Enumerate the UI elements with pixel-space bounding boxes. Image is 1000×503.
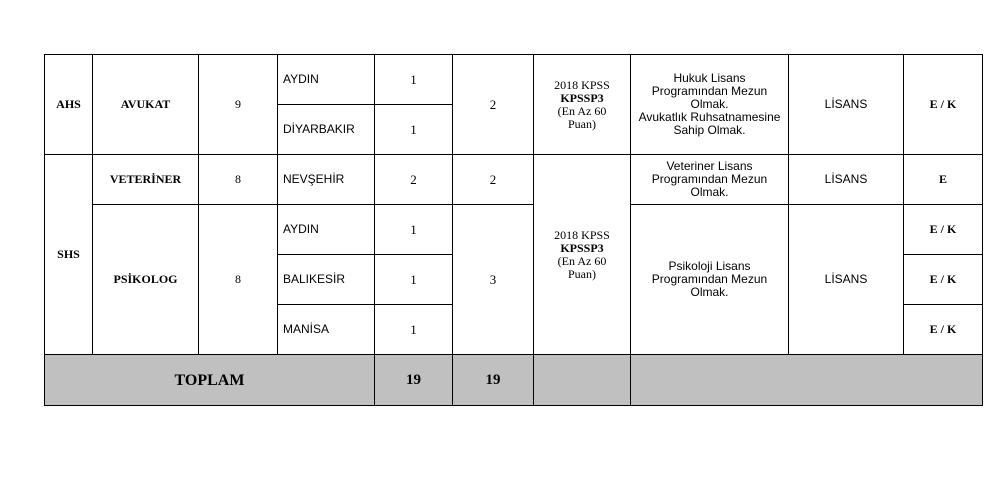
total-cell: 2 [453, 55, 534, 155]
kpss-cell [534, 155, 631, 355]
city-cell: AYDIN [278, 205, 375, 255]
kpss-year: 2018 KPSS [554, 227, 610, 242]
group-cell: SHS [45, 155, 93, 355]
city-cell: MANİSA [278, 305, 375, 355]
kpss-min: (En Az 60 [557, 253, 607, 268]
empty-cell [631, 355, 983, 406]
title-cell: AVUKAT [93, 55, 199, 155]
total-count: 19 [375, 355, 453, 406]
education-cell: LİSANS [789, 55, 904, 155]
qualification-line: Avukatlık Ruhsatnamesine [638, 110, 781, 124]
table-row [45, 55, 983, 105]
education-cell: LİSANS [789, 155, 904, 205]
group-cell: AHS [45, 55, 93, 155]
grade-cell: 8 [199, 155, 278, 205]
count-cell: 1 [375, 105, 453, 155]
qualification-cell [631, 205, 789, 355]
count-cell: 2 [375, 155, 453, 205]
city-cell: NEVŞEHİR [278, 155, 375, 205]
gender-cell: E / K [904, 305, 983, 355]
gender-cell: E [904, 155, 983, 205]
count-cell: 1 [375, 205, 453, 255]
qualification-line: Olmak. [690, 185, 729, 199]
title-cell: PSİKOLOG [93, 205, 199, 355]
kpss-type: KPSSP3 [560, 240, 604, 255]
city-cell: AYDIN [278, 55, 375, 105]
count-cell: 1 [375, 305, 453, 355]
total-cell: 2 [453, 155, 534, 205]
qualification-line: Olmak. [690, 285, 729, 299]
position-table [44, 54, 983, 406]
kpss-unit: Puan) [568, 266, 596, 281]
table-row [45, 205, 983, 255]
total-cell: 3 [453, 205, 534, 355]
qualification-line: Programından Mezun [651, 172, 768, 186]
grade-cell: 8 [199, 205, 278, 355]
title-cell: VETERİNER [93, 155, 199, 205]
kpss-unit: Puan) [568, 116, 596, 131]
grade-cell: 9 [199, 55, 278, 155]
qualification-line: Sahip Olmak. [673, 123, 746, 137]
qualification-line: Veteriner Lisans [666, 159, 753, 173]
kpss-type: KPSSP3 [560, 90, 604, 105]
qualification-line: Hukuk Lisans [673, 71, 746, 85]
qualification-line: Psikoloji Lisans [668, 259, 751, 273]
qualification-line: Olmak. [690, 97, 729, 111]
city-cell: DİYARBAKIR [278, 105, 375, 155]
document-sheet [44, 54, 983, 406]
qualification-line: Programından Mezun [651, 84, 768, 98]
kpss-cell [534, 55, 631, 155]
table-row [45, 155, 983, 205]
total-label: TOPLAM [45, 355, 375, 406]
total-row [45, 355, 983, 406]
total-sum: 19 [453, 355, 534, 406]
education-cell: LİSANS [789, 205, 904, 355]
empty-cell [534, 355, 631, 406]
qualification-line: Programından Mezun [651, 272, 768, 286]
qualification-cell [631, 155, 789, 205]
gender-cell: E / K [904, 255, 983, 305]
gender-cell: E / K [904, 55, 983, 155]
kpss-min: (En Az 60 [557, 103, 607, 118]
city-cell: BALIKESİR [278, 255, 375, 305]
qualification-cell [631, 55, 789, 155]
count-cell: 1 [375, 255, 453, 305]
kpss-year: 2018 KPSS [554, 77, 610, 92]
count-cell: 1 [375, 55, 453, 105]
gender-cell: E / K [904, 205, 983, 255]
